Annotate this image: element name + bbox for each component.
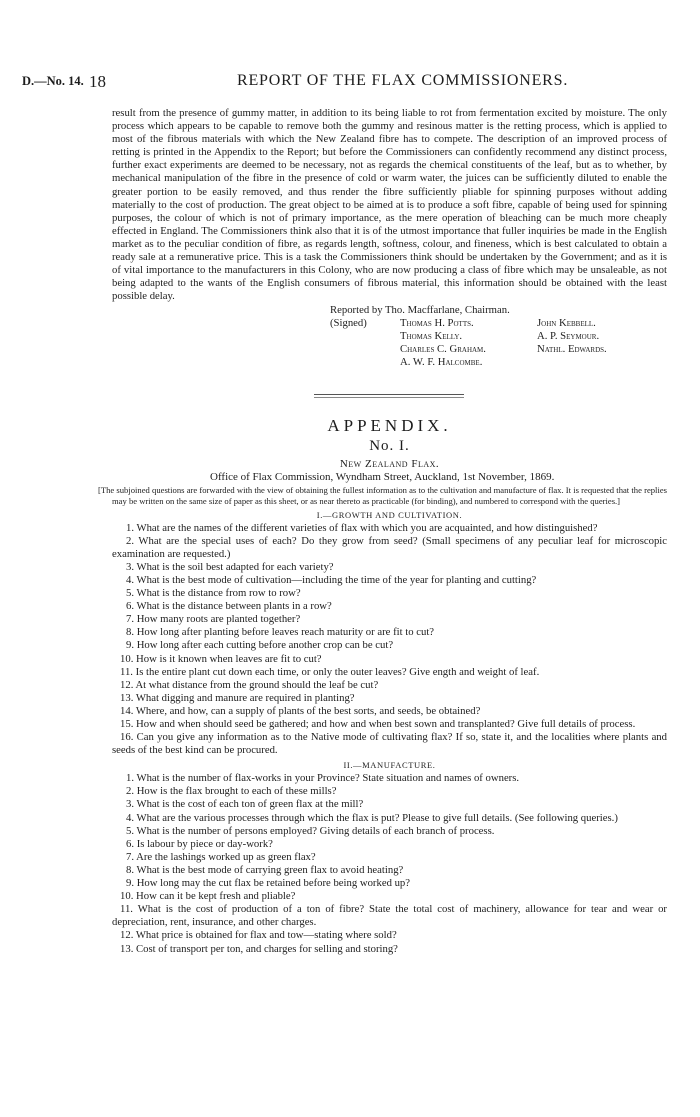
question-item: 5. What is the distance from row to row? (126, 587, 301, 600)
appendix-subtitle: New Zealand Flax. (339, 458, 440, 471)
question-item: 7. How many roots are planted together? (126, 613, 301, 626)
question-item: 4. What are the various processes through which the flax is put? Please to give full details. (See following queries.) (126, 811, 618, 824)
section-heading: II.—MANUFACTURE. (343, 760, 436, 771)
question-item: 4. What is the best mode of cultivation—including the time of the year for planting and cutting? (126, 573, 537, 586)
section-divider (112, 370, 667, 416)
page-body (98, 107, 667, 956)
question-item: 15. How and when should seed be gathered; and how and when best sown and transplanted? Give full details of process. (120, 718, 636, 730)
signatory-name: Thomas Kelly. (400, 330, 463, 343)
document-reference: D.—No. 14. (22, 74, 84, 88)
question-item: 10. How can it be kept fresh and pliable? (120, 890, 296, 903)
appendix-number: No. I. (369, 438, 410, 455)
question-list-manufacture (112, 772, 667, 955)
question-list-growth (112, 522, 667, 758)
question-item: 3. What is the cost of each ton of green flax at the mill? (126, 798, 364, 811)
question-item: 12. What price is obtained for flax and tow—stating where sold? (120, 929, 397, 942)
question-item: 3. What is the soil best adapted for each variety? (126, 560, 334, 573)
appendix-title: APPENDIX. (327, 416, 452, 436)
question-item: 6. What is the distance between plants in a row? (126, 600, 332, 613)
divider-line (314, 394, 464, 395)
signatory-name: A. P. Seymour. (537, 330, 600, 343)
question-item: 5. What is the number of persons employed? Giving details of each branch of process. (126, 824, 495, 837)
question-item: 9. How long after each cutting before another crop can be cut? (126, 639, 394, 652)
signatory-name: A. W. F. Halcombe. (400, 356, 483, 369)
question-item: 16. Can you give any information as to the Native mode of cultivating flax? If so, state it, and the localities where plants and seeds of the best kind can be procured. (112, 731, 667, 757)
divider-line (314, 397, 464, 398)
question-item: 7. Are the lashings worked up as green flax? (126, 850, 316, 863)
question-item: 9. How long may the cut flax be retained before being worked up? (126, 877, 411, 890)
page-number: 18 (89, 72, 106, 91)
signed-label: (Signed) (330, 317, 367, 330)
page-header (22, 74, 682, 96)
question-item: 12. At what distance from the ground should the leaf be cut? (120, 678, 379, 691)
reported-by-line: Reported by Tho. Macffarlane, Chairman. (330, 304, 510, 317)
question-item: 8. How long after planting before leaves reach maturity or are fit to cut? (126, 626, 435, 639)
question-item: 8. What is the best mode of carrying green flax to avoid heating? (126, 863, 404, 876)
signatory-name: John Kebbell. (537, 317, 596, 330)
running-title: REPORT OF THE FLAX COMMISSIONERS. (237, 72, 569, 89)
question-item: 13. Cost of transport per ton, and charges for selling and storing? (120, 942, 398, 955)
signatory-name: Thomas H. Potts. (400, 317, 474, 330)
signature-block (112, 304, 667, 370)
question-item: 11. What is the cost of production of a ton of fibre? State the total cost of machinery, allowance for tear and wear or depreciation, rent, insurance, and other charges. (112, 903, 667, 929)
question-item: 13. What digging and manure are required in planting? (120, 691, 355, 704)
question-item: 11. Is the entire plant cut down each time, or only the outer leaves? Give ength and weight of leaf. (120, 665, 540, 678)
question-item: 2. How is the flax brought to each of these mills? (126, 785, 337, 798)
section-heading: I.—GROWTH AND CULTIVATION. (316, 509, 463, 520)
question-item: 1. What is the number of flax-works in your Province? State situation and names of owners. (126, 772, 520, 785)
report-paragraph: result from the presence of gummy matter, in addition to its being liable to rot from fermentation excited by moisture. The only process which appears to be capable to remove both the gummy and resinous matter is the retting process, which is applied to most of the fibrous materials with which the New Zealand fibre has to compete. The description of an improved process of retting is printed in the Appendix to the Report; but before the Commissioners can confidently recommend any distinct process, further exact experiments are deemed to be necessary, not as regards the chemical constituents of the leaf, but as to whether, by mechanical manipulation of the fibre in the presence of cold or warm water, the juices can be sufficiently diluted to enable the greater portion to be easily removed, and thus render the fibre sufficiently pliable for spinning purposes without adding materially to the cost of production. The great object to be aimed at is to produce a soft fibre, capable of being used for spinning purposes, the colour of which is not of primary importance, as the mere operation of bleaching can be much more cheaply effected in England. The Commissioners think also that it is of the utmost importance that fuller inquiries be made in the English market as to the peculiar condition of fibre, as regards length, softness, colour, and fineness, which is best calculated to obtain a ready sale at a remunerative price. This is a task the Commissioners think should be undertaken by the Government; and as it is of vital importance to the manufacturers in this Colony, who are now producing a class of fibre which may be unsaleable, as not being adapted to the wants of the English consumers of fibrous material, this information should be obtained with the least possible delay. (112, 107, 667, 303)
question-item: 10. How is it known when leaves are fit to cut? (120, 652, 322, 665)
office-address-line: Office of Flax Commission, Wyndham Street, Auckland, 1st November, 1869. (210, 471, 555, 484)
question-item: 1. What are the names of the different varieties of flax with which you are acquainted, and how distinguished? (126, 521, 598, 534)
question-item: 6. Is labour by piece or day-work? (126, 837, 273, 850)
signatory-name: Nathl. Edwards. (537, 343, 607, 356)
signatory-name: Charles C. Graham. (400, 343, 486, 356)
question-item: 14. Where, and how, can a supply of plants of the best sorts, and seeds, be obtained? (120, 704, 481, 717)
bracketed-note: [The subjoined questions are forwarded with the view of obtaining the fullest information as to the cultivation and manufacture of flax. It is requested that the replies may be written on the same size of paper as this sheet, or as near thereto as practicable (for binding), and numbered to correspond with the queries.] (98, 485, 667, 506)
question-item: 2. What are the special uses of each? Do they grow from seed? (Small specimens of any peculiar leaf for microscopic examination are requested.) (112, 534, 667, 560)
